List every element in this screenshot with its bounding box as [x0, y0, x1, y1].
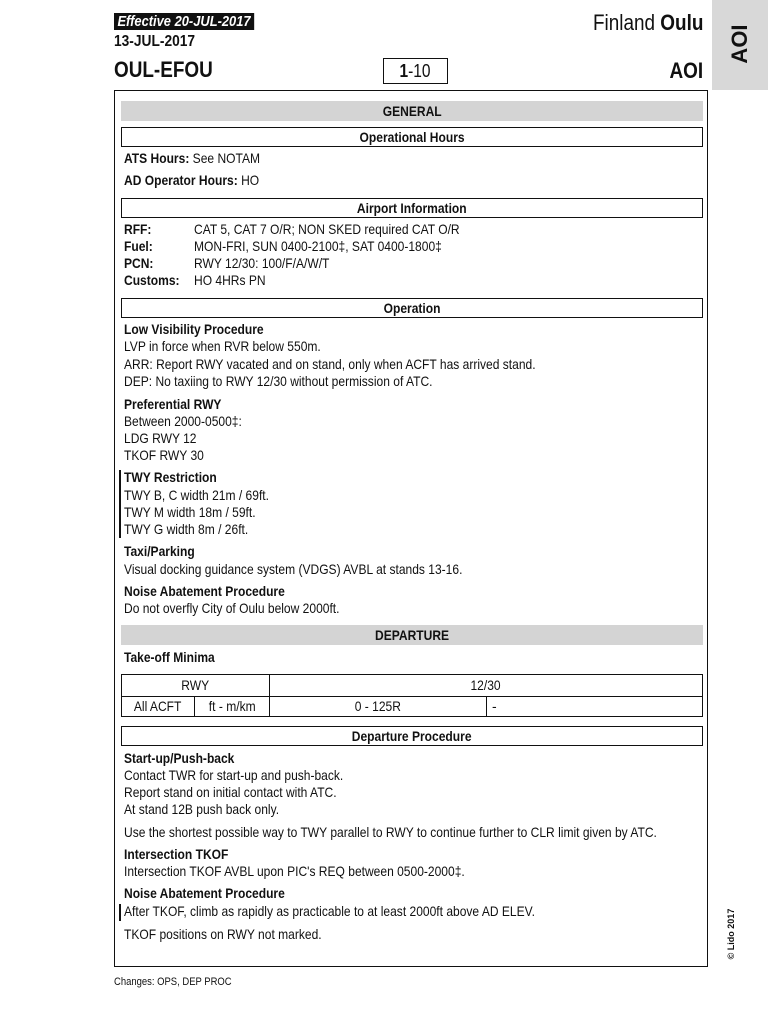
lvp-line: DEP: No taxiing to RWY 12/30 without permission of ATC.	[124, 373, 433, 389]
pref-rwy-line: TKOF RWY 30	[124, 447, 204, 463]
table-cell-extra-text: -	[492, 698, 497, 714]
pref-rwy-heading: Preferential RWY	[124, 396, 222, 412]
revision-bar	[119, 470, 121, 538]
twy-line: TWY B, C width 21m / 69ft.	[124, 487, 269, 503]
pcn-value: RWY 12/30: 100/F/A/W/T	[194, 255, 330, 271]
table-cell-unit	[195, 696, 269, 716]
startup-line: At stand 12B push back only.	[124, 801, 280, 817]
subsection-title: Operation	[383, 300, 441, 316]
noise-line: Do not overfly City of Oulu below 2000ft.	[124, 600, 340, 616]
intersection-heading: Intersection TKOF	[124, 846, 229, 862]
table-header-rwy-text: RWY	[181, 677, 210, 693]
subsection-operational-hours	[121, 127, 703, 147]
takeoff-minima-heading: Take-off Minima	[124, 649, 215, 665]
taxi-heading: Taxi/Parking	[124, 543, 195, 559]
table-header-rwy	[122, 675, 269, 695]
table-cell-minima-text: 0 - 125R	[354, 698, 402, 714]
table-cell-minima	[270, 696, 486, 716]
pcn-label: PCN:	[124, 255, 154, 271]
pref-rwy-line: Between 2000-0500‡:	[124, 413, 242, 429]
rff-label: RFF:	[124, 221, 152, 237]
twy-line: TWY M width 18m / 59ft.	[124, 504, 256, 520]
table-header-rwy-value-text: 12/30	[470, 677, 502, 693]
page-suffix: -10	[408, 61, 431, 81]
taxi-line: Visual docking guidance system (VDGS) AVBL at stands 13-16.	[124, 561, 463, 577]
rff-value: CAT 5, CAT 7 O/R; NON SKED required CAT O/R	[194, 221, 460, 237]
customs-value: HO 4HRs PN	[194, 272, 266, 288]
table-cell-acft	[122, 696, 194, 716]
fuel-label: Fuel:	[124, 238, 153, 254]
customs-label: Customs:	[124, 272, 180, 288]
revision-bar	[119, 904, 121, 921]
page-number-box	[383, 58, 448, 84]
location-title	[593, 10, 703, 36]
issue-date: 13-JUL-2017	[114, 33, 196, 50]
lvp-heading: Low Visibility Procedure	[124, 321, 264, 337]
pref-rwy-line: LDG RWY 12	[124, 430, 197, 446]
table-cell-acft-text: All ACFT	[134, 698, 182, 714]
ats-hours-line	[124, 150, 260, 167]
dep-noise-line: After TKOF, climb as rapidly as practicable to at least 2000ft above AD ELEV.	[124, 903, 535, 919]
twy-line: TWY G width 8m / 26ft.	[124, 521, 249, 537]
intersection-line: Intersection TKOF AVBL upon PIC's REQ between 0500-2000‡.	[124, 863, 465, 879]
subsection-departure-procedure	[121, 726, 703, 746]
subsection-title: Operational Hours	[359, 129, 465, 145]
copyright: © Lido 2017	[726, 908, 736, 960]
subsection-operation	[121, 298, 703, 318]
ats-hours-label: ATS Hours:	[124, 150, 190, 166]
section-general-title: GENERAL	[382, 103, 442, 119]
section-departure-title: DEPARTURE	[374, 627, 450, 643]
country-name: Finland	[592, 10, 655, 35]
table-cell-extra	[492, 696, 497, 716]
subsection-airport-information	[121, 198, 703, 218]
section-general	[121, 101, 703, 121]
table-header-rwy-value	[270, 675, 702, 695]
ad-operator-hours-line	[124, 172, 259, 189]
airport-code: AOI	[669, 58, 703, 83]
dep-noise-heading: Noise Abatement Procedure	[124, 885, 285, 901]
fuel-value: MON-FRI, SUN 0400-2100‡, SAT 0400-1800‡	[194, 238, 442, 254]
table-cell-unit-text: ft - m/km	[208, 698, 256, 714]
ad-operator-hours-label: AD Operator Hours:	[124, 172, 238, 188]
section-departure	[121, 625, 703, 645]
side-tab-code: AOI	[727, 24, 752, 64]
shortest-way-line: Use the shortest possible way to TWY parallel to RWY to continue further to CLR limit given by ATC.	[124, 824, 657, 840]
startup-heading: Start-up/Push-back	[124, 750, 235, 766]
ats-hours-value: See NOTAM	[192, 150, 261, 166]
lvp-line: LVP in force when RVR below 550m.	[124, 338, 321, 354]
subsection-title: Airport Information	[357, 200, 467, 216]
startup-line: Contact TWR for start-up and push-back.	[124, 767, 344, 783]
city-name: Oulu	[659, 10, 703, 35]
table-divider	[486, 696, 487, 716]
noise-heading: Noise Abatement Procedure	[124, 583, 285, 599]
lvp-line: ARR: Report RWY vacated and on stand, only when ACFT has arrived stand.	[124, 356, 536, 372]
twy-heading: TWY Restriction	[124, 469, 217, 485]
tkof-positions-line: TKOF positions on RWY not marked.	[124, 926, 322, 942]
page-number: 1	[400, 61, 409, 81]
route-code: OUL-EFOU	[114, 57, 213, 82]
ad-operator-hours-value: HO	[241, 172, 260, 188]
startup-line: Report stand on initial contact with ATC.	[124, 784, 337, 800]
changes-note: Changes: OPS, DEP PROC	[114, 976, 232, 988]
takeoff-minima-table	[121, 674, 703, 717]
subsection-title: Departure Procedure	[352, 728, 472, 744]
effective-date-badge: Effective 20-JUL-2017	[114, 13, 254, 30]
